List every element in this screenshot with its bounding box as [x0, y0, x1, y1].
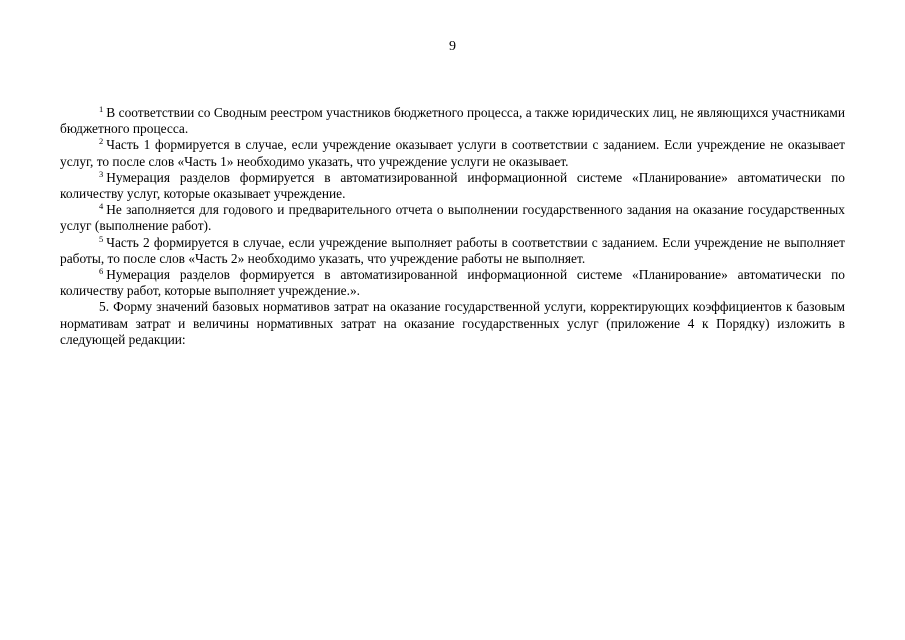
footnote-marker: 4 [99, 201, 104, 212]
document-body [60, 105, 845, 348]
item-5-paragraph: 5. Форму значений базовых нормативов затрат на оказание государственной услуги, корректирующих коэффициентов к базовым нормативам затрат и величины нормативных затрат на оказание государственных услуг (приложение 4 к Порядку) изложить в следующей редакции: [60, 299, 845, 347]
footnote-marker: 1 [99, 104, 104, 114]
footnote-marker: 3 [99, 168, 104, 179]
footnote-marker: 2 [99, 136, 104, 147]
footnote-text: Часть 2 формируется в случае, если учреждение выполняет работы в соответствии с заданием. Если учреждение не выполняет работы, то после слов «Часть 2» необходимо указать, что учреждение работы не выполняет. [60, 234, 845, 266]
footnote-text: Нумерация разделов формируется в автоматизированной информационной системе «Планирование» автоматически по количеству работ, которые выполняет учреждение.». [60, 267, 845, 299]
footnote-marker: 6 [99, 266, 104, 277]
footnote-marker: 5 [99, 233, 104, 244]
footnote-5 [60, 235, 845, 267]
footnote-text: Часть 1 формируется в случае, если учреждение оказывает услуги в соответствии с заданием. Если учреждение не оказывает услуг, то после слов «Часть 1» необходимо указать, что учреждение услуги не оказывает. [60, 137, 845, 169]
footnote-3 [60, 170, 845, 202]
footnote-2 [60, 137, 845, 169]
footnote-6 [60, 267, 845, 299]
footnote-text: Не заполняется для годового и предварительного отчета о выполнении государственного задания на оказание государственных услуг (выполнение работ). [60, 202, 845, 234]
footnote-4 [60, 202, 845, 234]
footnote-1 [60, 105, 845, 137]
footnote-text: В соответствии со Сводным реестром участников бюджетного процесса, а также юридических лиц, не являющихся участниками бюджетного процесса. [60, 105, 845, 137]
page-number: 9 [449, 39, 456, 54]
footnote-text: Нумерация разделов формируется в автоматизированной информационной системе «Планирование» автоматически по количеству услуг, которые оказывает учреждение. [60, 169, 845, 202]
